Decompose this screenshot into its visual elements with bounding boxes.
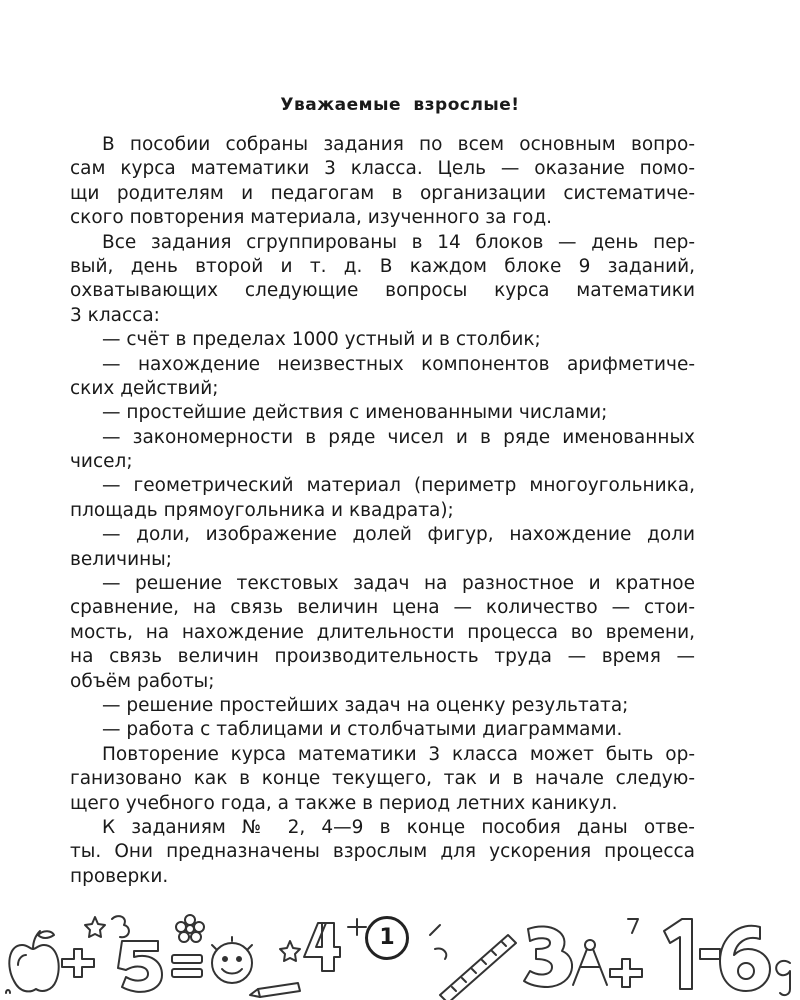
ruler-icon <box>440 935 516 1000</box>
text-line: щи родителям и педагогам в организации систематиче- <box>70 182 695 204</box>
text-line: щего учебного года, а также в период летних каникул. <box>70 792 618 814</box>
page-title: Уважаемые взрослые! <box>280 95 520 115</box>
digit-1-icon <box>664 919 692 989</box>
text-line: — счёт в пределах 1000 устный и в столбик; <box>102 329 541 351</box>
text-line: 3 класса: <box>70 304 160 326</box>
text-line: ганизовано как в конце текущего, так и в начале следую- <box>70 768 695 790</box>
page-number: 1 <box>365 916 409 960</box>
text-line: — решение простейших задач на оценку результата; <box>102 694 629 716</box>
text-line: Повторение курса математики 3 класса может быть ор- <box>102 743 695 765</box>
text-line: — доли, изображение долей фигур, нахождение доли <box>102 524 695 546</box>
text-line: охватывающих следующие вопросы курса математики <box>70 280 695 302</box>
apple-icon <box>9 931 58 991</box>
text-line: вый, день второй и т. д. В каждом блоке 9 заданий, <box>70 255 695 277</box>
text-line: ского повторения материала, изученного за год. <box>70 207 553 229</box>
text-line: К заданиям № 2, 4—9 в конце пособия даны отве- <box>102 816 695 838</box>
smiley-icon <box>212 937 252 983</box>
text-line: на связь величин производительность труда — время — <box>70 646 695 668</box>
text-line: мость, на нахождение длительности процесса во времени, <box>70 621 695 643</box>
plus-icon <box>62 949 94 977</box>
text-line: — закономерности в ряде чисел и в ряде именованных <box>102 426 695 448</box>
text-line: Все задания сгруппированы в 14 блоков — день пер- <box>102 231 695 253</box>
text-line: В пособии собраны задания по всем основным вопро- <box>102 134 695 155</box>
star-icon <box>85 917 105 937</box>
digit-5-icon <box>118 941 162 992</box>
digit-4-icon <box>304 923 340 971</box>
digit-3-icon <box>112 916 129 937</box>
equals-icon <box>172 955 202 977</box>
digit-3-large-icon <box>524 926 572 987</box>
text-line: — геометрический материал (периметр многоугольника, <box>102 475 695 497</box>
text-line: — нахождение неизвестных компонентов арифметиче- <box>102 353 695 375</box>
digit-9-icon <box>776 961 790 995</box>
text-line: ты. Они предназначены взрослым для ускорения процесса <box>70 841 695 863</box>
text-line: сам курса математики 3 класса. Цель — оказание помо- <box>70 158 695 180</box>
text-line: — решение текстовых задач на разностное и кратное <box>102 573 695 595</box>
text-line: — работа с таблицами и столбчатыми диаграммами. <box>102 719 623 741</box>
text-line: величины; <box>70 548 173 570</box>
text-line: — простейшие действия с именованными числами; <box>102 402 608 424</box>
text-line: площадь прямоугольника и квадрата); <box>70 499 454 521</box>
flower-icon <box>176 915 204 942</box>
text-line: чисел; <box>70 451 133 473</box>
compass-icon <box>573 940 607 985</box>
text-line: сравнение, на связь величин цена — количество — стои- <box>70 597 695 619</box>
body-text <box>70 133 695 889</box>
text-line: ских действий; <box>70 377 219 399</box>
pencil-icon <box>250 983 300 997</box>
digit-6-icon <box>720 926 770 991</box>
text-line: объём работы; <box>70 670 215 692</box>
text-line: проверки. <box>70 865 169 887</box>
